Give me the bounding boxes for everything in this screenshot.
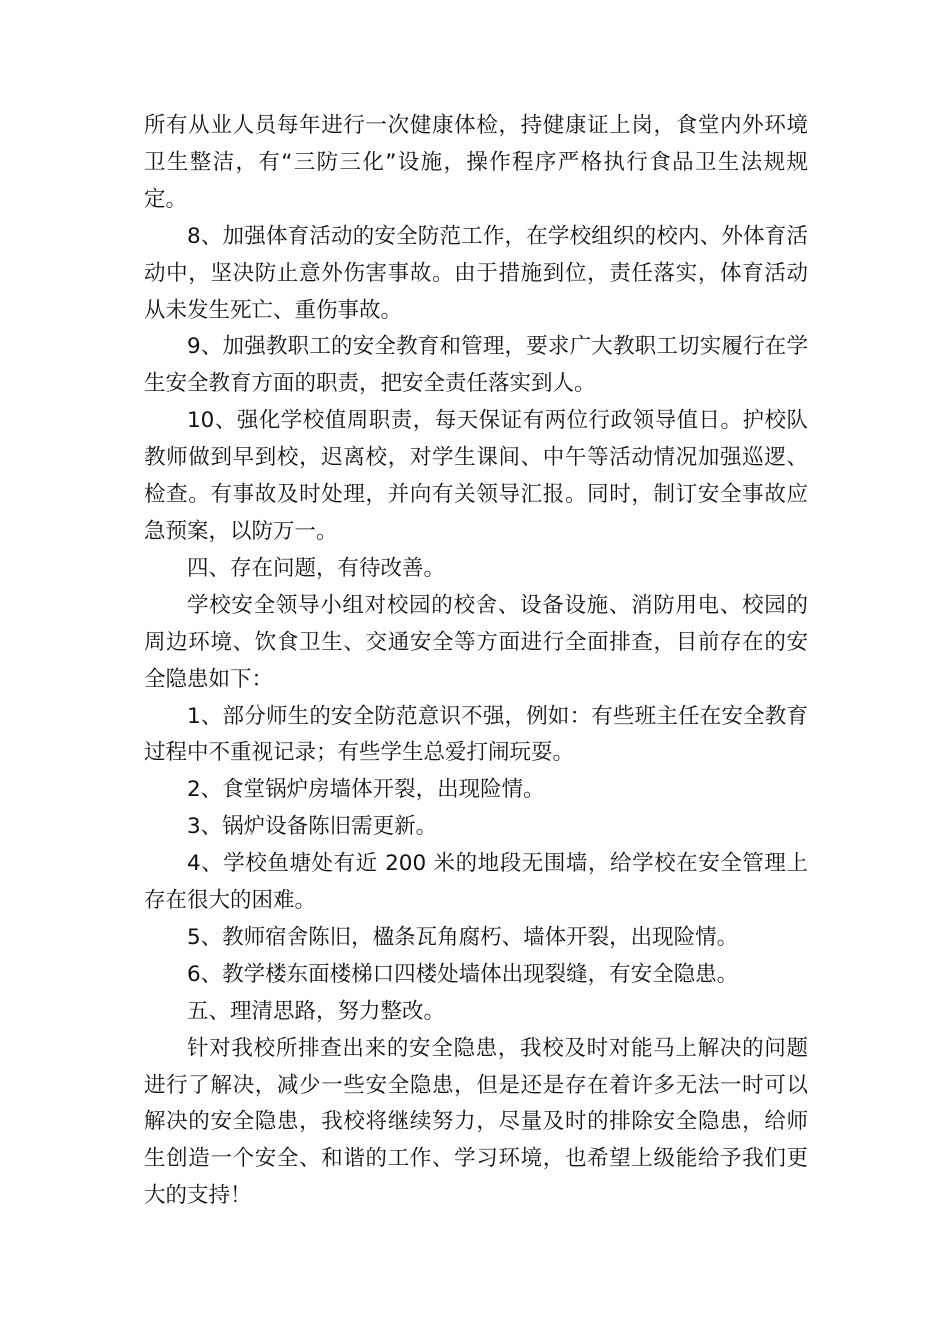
- paragraph-4: 10、强化学校值周职责，每天保证有两位行政领导值日。护校队教师做到早到校，迟离校，对学生课间、中午等活动情况加强巡逻、检查。有事故及时处理，并向有关领导汇报。同时，制订安全事故应急预案，以防万一。: [144, 408, 808, 544]
- list-item-3: 3、锅炉设备陈旧需更新。: [187, 814, 438, 840]
- list-item-4: 4、学校鱼塘处有近 200 米的地段无围墙，给学校在安全管理上存在很大的困难。: [144, 851, 808, 914]
- paragraph-1: 所有从业人员每年进行一次健康体检，持健康证上岗，食堂内外环境卫生整洁，有“三防三化”设施，操作程序严格执行食品卫生法规规定。: [144, 113, 808, 212]
- paragraph-6: 学校安全领导小组对校园的校舍、设备设施、消防用电、校园的周边环境、饮食卫生、交通安全等方面进行全面排查，目前存在的安全隐患如下：: [144, 592, 808, 692]
- list-item-6: 6、教学楼东面楼梯口四楼处墙体出现裂缝，有安全隐患。: [187, 961, 739, 987]
- document-page: [144, 108, 808, 1215]
- paragraph-14: 针对我校所排查出来的安全隐患，我校及时对能马上解决的问题进行了解决，减少一些安全隐患，但是还是存在着许多无法一时可以解决的安全隐患，我校将继续努力，尽量及时的排除安全隐患，给师生创造一个安全、和谐的工作、学习环境，也希望上级能给予我们更大的支持！: [144, 1035, 808, 1209]
- paragraph-2: 8、加强体育活动的安全防范工作，在学校组织的校内、外体育活动中，坚决防止意外伤害事故。由于措施到位，责任落实，体育活动从未发生死亡、重伤事故。: [144, 223, 808, 323]
- list-item-2: 2、食堂锅炉房墙体开裂，出现险情。: [187, 777, 545, 803]
- list-item-5: 5、教师宿舍陈旧，楹条瓦角腐朽、墙体开裂，出现险情。: [187, 924, 739, 950]
- section-heading-5: 五、理清思路，努力整改。: [187, 998, 446, 1024]
- section-heading-4: 四、存在问题，有待改善。: [187, 555, 446, 581]
- list-item-1: 1、部分师生的安全防范意识不强，例如：有些班主任在安全教育过程中不重视记录；有些学生总爱打闹玩耍。: [144, 703, 808, 766]
- paragraph-3: 9、加强教职工的安全教育和管理，要求广大教职工切实履行在学生安全教育方面的职责，把安全责任落实到人。: [144, 334, 808, 397]
